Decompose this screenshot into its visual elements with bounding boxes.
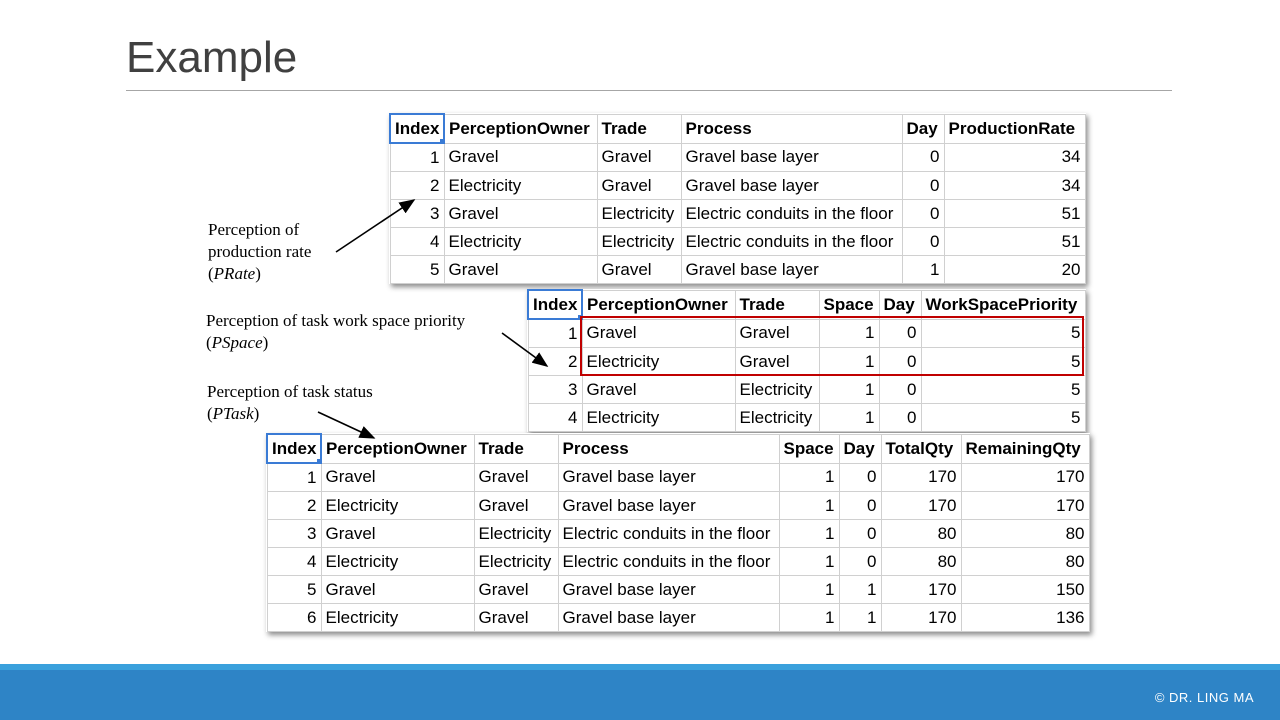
footer-accent-strip (0, 664, 1280, 670)
cell-perception-owner[interactable]: Gravel (444, 256, 597, 284)
cell-perception-owner[interactable]: Electricity (582, 404, 735, 432)
column-header-trade[interactable]: Trade (474, 434, 558, 463)
cell-trade[interactable]: Gravel (597, 143, 681, 172)
cell-day[interactable]: 0 (839, 463, 881, 492)
cell-process[interactable]: Gravel base layer (558, 604, 779, 632)
cell-perception-owner[interactable]: Gravel (321, 463, 474, 492)
cell-remaining-qty[interactable]: 150 (961, 576, 1089, 604)
prate-code: PRate (213, 264, 256, 283)
column-header-production-rate[interactable]: ProductionRate (944, 114, 1085, 143)
footer-bar (0, 664, 1280, 720)
cell-index[interactable]: 4 (390, 228, 444, 256)
cell-production-rate[interactable]: 34 (944, 172, 1085, 200)
cell-day[interactable]: 1 (839, 604, 881, 632)
cell-remaining-qty[interactable]: 170 (961, 463, 1089, 492)
cell-day[interactable]: 1 (902, 256, 944, 284)
cell-remaining-qty[interactable]: 80 (961, 548, 1089, 576)
cell-space[interactable]: 1 (819, 404, 879, 432)
cell-day[interactable]: 0 (839, 548, 881, 576)
cell-day[interactable]: 0 (902, 228, 944, 256)
cell-remaining-qty[interactable]: 136 (961, 604, 1089, 632)
cell-index[interactable]: 1 (267, 463, 321, 492)
cell-index[interactable]: 3 (528, 376, 582, 404)
slide-title: Example (126, 33, 298, 82)
cell-perception-owner[interactable]: Electricity (321, 548, 474, 576)
cell-perception-owner[interactable]: Electricity (444, 228, 597, 256)
ptask-arrow (318, 412, 374, 438)
column-header-index[interactable]: Index (390, 114, 444, 143)
cell-index[interactable]: 3 (390, 200, 444, 228)
cell-perception-owner[interactable]: Gravel (321, 520, 474, 548)
copyright-text: © DR. LING MA (1154, 690, 1254, 705)
cell-perception-owner[interactable]: Gravel (582, 319, 735, 348)
ptask-code: PTask (212, 404, 254, 423)
pspace-label-code: (PSpace) (206, 333, 269, 352)
cell-process[interactable]: Electric conduits in the floor (558, 520, 779, 548)
prate-label-line2: production rate (208, 242, 312, 261)
cell-perception-owner[interactable]: Electricity (444, 172, 597, 200)
cell-space[interactable]: 1 (779, 576, 839, 604)
column-header-process[interactable]: Process (558, 434, 779, 463)
column-header-trade[interactable]: Trade (597, 114, 681, 143)
cell-perception-owner[interactable]: Electricity (582, 348, 735, 376)
cell-total-qty[interactable]: 170 (881, 604, 961, 632)
cell-space[interactable]: 1 (819, 319, 879, 348)
pspace-code: PSpace (211, 333, 263, 352)
cell-trade[interactable]: Electricity (597, 200, 681, 228)
cell-process[interactable]: Gravel base layer (681, 143, 902, 172)
column-header-day[interactable]: Day (879, 290, 921, 319)
ptask-label-code: (PTask) (207, 404, 260, 423)
column-header-remaining-qty[interactable]: RemainingQty (961, 434, 1089, 463)
cell-trade[interactable]: Electricity (597, 228, 681, 256)
cell-space[interactable]: 1 (819, 376, 879, 404)
column-header-trade[interactable]: Trade (735, 290, 819, 319)
cell-day[interactable]: 0 (902, 200, 944, 228)
cell-index[interactable]: 4 (528, 404, 582, 432)
column-header-space[interactable]: Space (779, 434, 839, 463)
cell-trade[interactable]: Gravel (597, 172, 681, 200)
cell-trade[interactable]: Gravel (474, 492, 558, 520)
cell-workspace-priority[interactable]: 5 (921, 376, 1085, 404)
column-header-process[interactable]: Process (681, 114, 902, 143)
cell-index[interactable]: 1 (528, 319, 582, 348)
prate-arrow (336, 200, 414, 252)
cell-day[interactable]: 0 (879, 348, 921, 376)
cell-space[interactable]: 1 (779, 604, 839, 632)
column-header-index[interactable]: Index (267, 434, 321, 463)
cell-process[interactable]: Gravel base layer (558, 492, 779, 520)
column-header-total-qty[interactable]: TotalQty (881, 434, 961, 463)
cell-trade[interactable]: Gravel (474, 463, 558, 492)
cell-index[interactable]: 2 (267, 492, 321, 520)
cell-production-rate[interactable]: 51 (944, 228, 1085, 256)
cell-index[interactable]: 1 (390, 143, 444, 172)
cell-process[interactable]: Gravel base layer (681, 172, 902, 200)
column-header-perception-owner[interactable]: PerceptionOwner (582, 290, 735, 319)
cell-production-rate[interactable]: 51 (944, 200, 1085, 228)
cell-perception-owner[interactable]: Electricity (321, 604, 474, 632)
cell-trade[interactable]: Electricity (474, 548, 558, 576)
cell-index[interactable]: 5 (390, 256, 444, 284)
cell-day[interactable]: 1 (839, 576, 881, 604)
cell-space[interactable]: 1 (779, 492, 839, 520)
cell-trade[interactable]: Gravel (597, 256, 681, 284)
cell-total-qty[interactable]: 80 (881, 548, 961, 576)
cell-space[interactable]: 1 (779, 520, 839, 548)
cell-index[interactable]: 2 (528, 348, 582, 376)
cell-day[interactable]: 0 (839, 492, 881, 520)
ptask-label-line1: Perception of task status (207, 382, 373, 401)
cell-day[interactable]: 0 (902, 172, 944, 200)
cell-day[interactable]: 0 (902, 143, 944, 172)
cell-total-qty[interactable]: 170 (881, 463, 961, 492)
cell-process[interactable]: Gravel base layer (681, 256, 902, 284)
cell-space[interactable]: 1 (819, 348, 879, 376)
cell-trade[interactable]: Electricity (474, 520, 558, 548)
column-header-space[interactable]: Space (819, 290, 879, 319)
cell-trade[interactable]: Gravel (735, 348, 819, 376)
cell-trade[interactable]: Electricity (735, 376, 819, 404)
cell-remaining-qty[interactable]: 170 (961, 492, 1089, 520)
cell-index[interactable]: 5 (267, 576, 321, 604)
cell-process[interactable]: Electric conduits in the floor (558, 548, 779, 576)
cell-index[interactable]: 2 (390, 172, 444, 200)
column-header-perception-owner[interactable]: PerceptionOwner (321, 434, 474, 463)
prate-label-code: (PRate) (208, 264, 261, 283)
cell-day[interactable]: 0 (879, 319, 921, 348)
pspace-label-line1: Perception of task work space priority (206, 311, 466, 330)
cell-perception-owner[interactable]: Electricity (321, 492, 474, 520)
cell-total-qty[interactable]: 170 (881, 576, 961, 604)
cell-process[interactable]: Gravel base layer (558, 576, 779, 604)
cell-day[interactable]: 0 (839, 520, 881, 548)
column-header-index[interactable]: Index (528, 290, 582, 319)
cell-perception-owner[interactable]: Gravel (444, 200, 597, 228)
cell-production-rate[interactable]: 20 (944, 256, 1085, 284)
cell-space[interactable]: 1 (779, 548, 839, 576)
pspace-arrow (502, 333, 547, 366)
cell-process[interactable]: Gravel base layer (558, 463, 779, 492)
cell-trade[interactable]: Gravel (474, 576, 558, 604)
column-header-day[interactable]: Day (902, 114, 944, 143)
cell-space[interactable]: 1 (779, 463, 839, 492)
cell-remaining-qty[interactable]: 80 (961, 520, 1089, 548)
cell-perception-owner[interactable]: Gravel (582, 376, 735, 404)
cell-workspace-priority[interactable]: 5 (921, 348, 1085, 376)
cell-index[interactable]: 3 (267, 520, 321, 548)
cell-perception-owner[interactable]: Gravel (444, 143, 597, 172)
prate-label-line1: Perception of (208, 220, 300, 239)
cell-trade[interactable]: Gravel (735, 319, 819, 348)
cell-workspace-priority[interactable]: 5 (921, 319, 1085, 348)
cell-perception-owner[interactable]: Gravel (321, 576, 474, 604)
cell-trade[interactable]: Electricity (735, 404, 819, 432)
cell-trade[interactable]: Gravel (474, 604, 558, 632)
cell-process[interactable]: Electric conduits in the floor (681, 228, 902, 256)
cell-total-qty[interactable]: 80 (881, 520, 961, 548)
cell-day[interactable]: 0 (879, 376, 921, 404)
cell-index[interactable]: 6 (267, 604, 321, 632)
cell-production-rate[interactable]: 34 (944, 143, 1085, 172)
column-header-day[interactable]: Day (839, 434, 881, 463)
cell-day[interactable]: 0 (879, 404, 921, 432)
column-header-perception-owner[interactable]: PerceptionOwner (444, 114, 597, 143)
cell-process[interactable]: Electric conduits in the floor (681, 200, 902, 228)
cell-total-qty[interactable]: 170 (881, 492, 961, 520)
cell-workspace-priority[interactable]: 5 (921, 404, 1085, 432)
column-header-workspace-priority[interactable]: WorkSpacePriority (921, 290, 1085, 319)
cell-index[interactable]: 4 (267, 548, 321, 576)
